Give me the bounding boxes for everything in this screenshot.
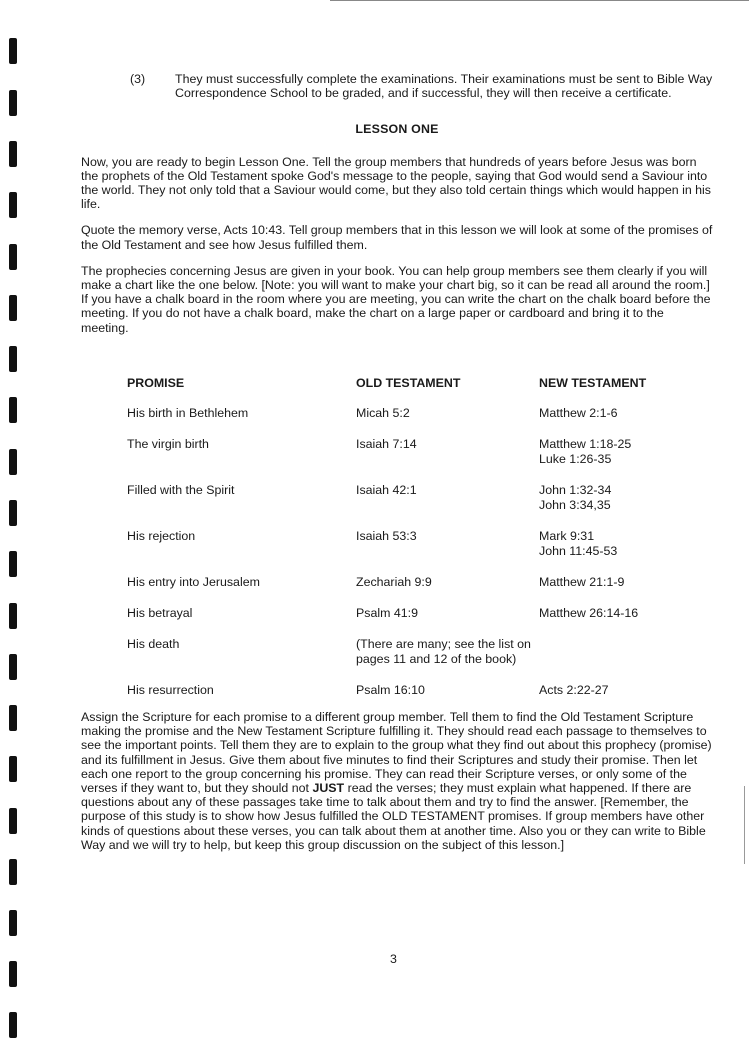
chart-instructions-paragraph: The prophecies concerning Jesus are given in your book. You can help group members see them clearly if you will make a chart like the one below. [Note: you will want to make your chart big, so it can be read all around the room.] If you have a chalk board in the room where you are meeting, you can write the chart on the chalk board before the meeting. If you do not have a chalk board, make the chart on a large paper or cardboard and bring it to the meeting. <box>81 263 711 335</box>
old-testament-cell: Zechariah 9:9 <box>356 575 432 589</box>
table-row <box>127 437 719 483</box>
binding-mark <box>9 346 17 372</box>
binding-mark <box>9 192 17 218</box>
table-row <box>127 483 719 529</box>
binding-mark <box>9 859 17 885</box>
table-row <box>127 606 719 637</box>
point-text: They must successfully complete the examinations. Their examinations must be sent to Bible Way Correspondence School to be graded, and if successful, they will then receive a certificate. <box>175 72 713 101</box>
old-testament-cell: Isaiah 7:14 <box>356 437 417 451</box>
binding-mark <box>9 910 17 936</box>
point-number: (3) <box>130 72 146 86</box>
death-note-line: pages 11 and 12 of the book) <box>356 652 517 666</box>
nt-reference: John 11:45-53 <box>539 544 618 558</box>
binding-mark <box>9 449 17 475</box>
promise-cell: Filled with the Spirit <box>127 483 235 497</box>
old-testament-cell: Psalm 16:10 <box>356 683 425 697</box>
document-body <box>81 72 713 347</box>
old-testament-cell: Micah 5:2 <box>356 406 410 420</box>
binding-mark <box>9 654 17 680</box>
numbered-point <box>81 72 713 100</box>
binding-mark <box>9 500 17 526</box>
new-testament-cell <box>539 483 719 529</box>
binding-mark <box>9 1012 17 1038</box>
nt-reference: Matthew 26:14-16 <box>539 606 639 620</box>
nt-reference: Mark 9:31 <box>539 529 595 543</box>
table-row <box>127 575 719 606</box>
table-row <box>127 406 719 437</box>
old-testament-cell: Isaiah 42:1 <box>356 483 417 497</box>
memory-verse-paragraph: Quote the memory verse, Acts 10:43. Tell group members that in this lesson we will look at some of the promises of the Old Testament and see how Jesus fulfilled them. <box>81 223 713 252</box>
scan-top-line <box>330 0 749 1</box>
header-old-testament: OLD TESTAMENT <box>356 376 461 390</box>
binding-mark <box>9 603 17 629</box>
header-new-testament: NEW TESTAMENT <box>539 376 647 390</box>
new-testament-cell <box>539 606 719 637</box>
binding-mark <box>9 961 17 987</box>
promise-cell: His entry into Jerusalem <box>127 575 260 589</box>
new-testament-cell <box>539 406 719 437</box>
binding-mark <box>9 551 17 577</box>
old-testament-cell: Isaiah 53:3 <box>356 529 417 543</box>
nt-reference: Matthew 1:18-25 <box>539 437 632 451</box>
intro-paragraph: Now, you are ready to begin Lesson One. Tell the group members that hundreds of years before Jesus was born the prophets of the Old Testament spoke God's message to the people, saying that God would send a Saviour into the world. They not only told that a Saviour would come, but they also told certain things which would happen in his life. <box>81 154 711 212</box>
page-number: 3 <box>390 952 397 966</box>
scan-right-line <box>744 786 745 864</box>
prophecy-chart <box>127 376 719 714</box>
table-row <box>127 529 719 575</box>
assignment-text: Assign the Scripture for each promise to a different group member. Tell them to find the Old Testament Scripture making the promise and the New Testament Scripture fulfilling it. They should read each passage to themselves to see the important points. Tell them they are to explain to the group what they find out about this prophecy (promise) and its fulfillment in Jesus. Give them about five minutes to find their Scriptures and study their promise. Then let each one report to the group concerning his promise. They can read their Scripture verses, or only some of the verses if they want to, but they should not <box>81 710 712 796</box>
nt-reference: Matthew 21:1-9 <box>539 575 625 589</box>
promise-cell: His birth in Bethlehem <box>127 406 249 420</box>
new-testament-cell: Acts 2:22-27 <box>539 683 609 697</box>
death-note <box>356 637 719 683</box>
binding-mark <box>9 397 17 423</box>
old-testament-cell: Psalm 41:9 <box>356 606 418 620</box>
death-note-line: (There are many; see the list on <box>356 637 531 651</box>
table-row-death <box>127 637 719 683</box>
emphasis-just: JUST <box>312 781 345 796</box>
chart-header-row <box>127 376 719 406</box>
promise-cell: His betrayal <box>127 606 193 620</box>
nt-reference: John 3:34,35 <box>539 498 611 512</box>
promise-cell: His resurrection <box>127 683 214 697</box>
nt-reference: John 1:32-34 <box>539 483 612 497</box>
binding-mark <box>9 141 17 167</box>
promise-cell: His death <box>127 637 180 651</box>
new-testament-cell <box>539 529 719 575</box>
header-promise: PROMISE <box>127 376 185 390</box>
promise-cell: His rejection <box>127 529 196 543</box>
nt-reference: Luke 1:26-35 <box>539 452 612 466</box>
binding-mark <box>9 38 17 64</box>
new-testament-cell <box>539 575 719 606</box>
assignment-paragraph <box>81 710 713 852</box>
lesson-title: LESSON ONE <box>355 122 439 137</box>
binding-mark <box>9 244 17 270</box>
binding-mark <box>9 295 17 321</box>
nt-reference: Matthew 2:1-6 <box>539 406 618 420</box>
promise-cell: The virgin birth <box>127 437 209 451</box>
binding-mark <box>9 90 17 116</box>
assignment-text-cont: read the verses; they must explain what happened. If there are questions about any of these passages take time to talk about them and try to find the answer. [Remember, the purpose of this study is to show how Jesus fulfilled the OLD TESTAMENT promises. If group members have other kinds of questions about these verses, you can talk about them at another time. Also you or they can write to Bible Way and we will try to help, but keep this group discussion on the subject of this lesson.] <box>81 781 706 852</box>
new-testament-cell <box>539 437 719 483</box>
binding-mark <box>9 705 17 731</box>
binding-mark <box>9 756 17 782</box>
binding-mark <box>9 808 17 834</box>
